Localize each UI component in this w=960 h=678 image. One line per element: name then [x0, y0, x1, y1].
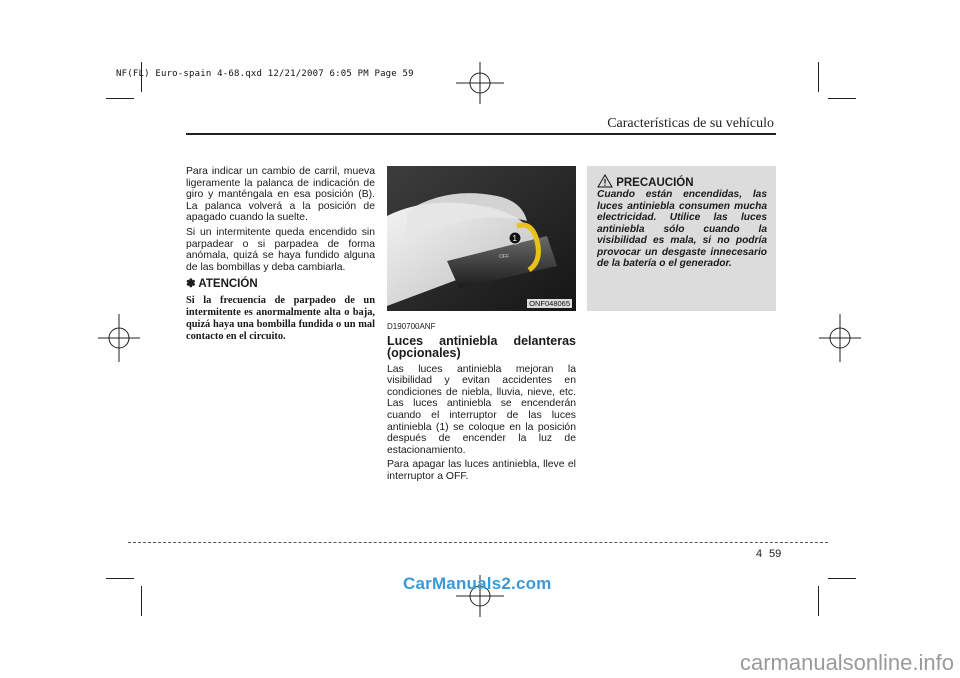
section-code: D190700ANF [387, 322, 436, 331]
attention-text: Si la frecuencia de parpadeo de un intermitente es anormalmente alta o baja, quizá haya una bombilla fundida o un mal contacto en el circuito. [186, 294, 375, 342]
fog-lights-heading: Luces antiniebla delanteras (opcionales) [387, 333, 576, 360]
caution-box [587, 166, 776, 311]
footer-site-text: carmanualsonline.info [739, 650, 954, 675]
fog-light-switch-photo [387, 166, 576, 311]
switch-off-label: OFF [499, 254, 509, 260]
switch-number-label: 1 [512, 234, 517, 243]
file-info-line: NF(FL) Euro-spain 4-68.qxd 12/21/2007 6:05 PM Page 59 [116, 69, 414, 79]
caution-text: Cuando están encendidas, las luces antiniebla consumen mucha electricidad. Utilice las luces antiniebla sólo cuando la visibilidad es mala, si no podría provocar un desgaste innecesario de la batería o el generador. [597, 189, 767, 269]
page-number: 59 [769, 548, 782, 560]
warning-triangle-icon [597, 174, 613, 188]
paragraph: Si un intermitente queda encendido sin parpadear o si parpadea de forma anómala, quizá se haya fundido alguna de las bombillas y deba cambiarla. [186, 226, 375, 273]
hand-on-lever-illustration [387, 166, 576, 311]
attention-title: ATENCIÓN [198, 278, 258, 291]
chapter-number: 4 [756, 548, 763, 560]
caution-heading [597, 174, 767, 189]
watermark: CarManuals2.com [403, 574, 552, 593]
left-column [186, 166, 375, 343]
footer-dashed-rule [128, 542, 828, 543]
middle-column [387, 321, 576, 486]
caution-title: PRECAUCIÓN [616, 177, 694, 189]
attention-heading [186, 279, 375, 291]
paragraph: Para indicar un cambio de carril, mueva ligeramente la palanca de indicación de giro y manténgala en esa posición (B). La palanca volverá a la posición de apagado cuando la suelte. [186, 166, 375, 224]
image-code: ONF048065 [529, 299, 570, 308]
paragraph: Para apagar las luces antiniebla, lleve el interruptor a OFF. [387, 459, 576, 482]
title-rule [186, 133, 776, 135]
star-icon: ✽ [186, 278, 196, 291]
paragraph: Las luces antiniebla mejoran la visibilidad y evitan accidentes en condiciones de niebla, lluvia, nieve, etc. Las luces antiniebla se encenderán cuando el interruptor de las luces antiniebla (1) se coloque en la posición después de encender la luz de estacionamiento. [387, 363, 576, 456]
section-title: Características de su vehículo [607, 116, 774, 131]
